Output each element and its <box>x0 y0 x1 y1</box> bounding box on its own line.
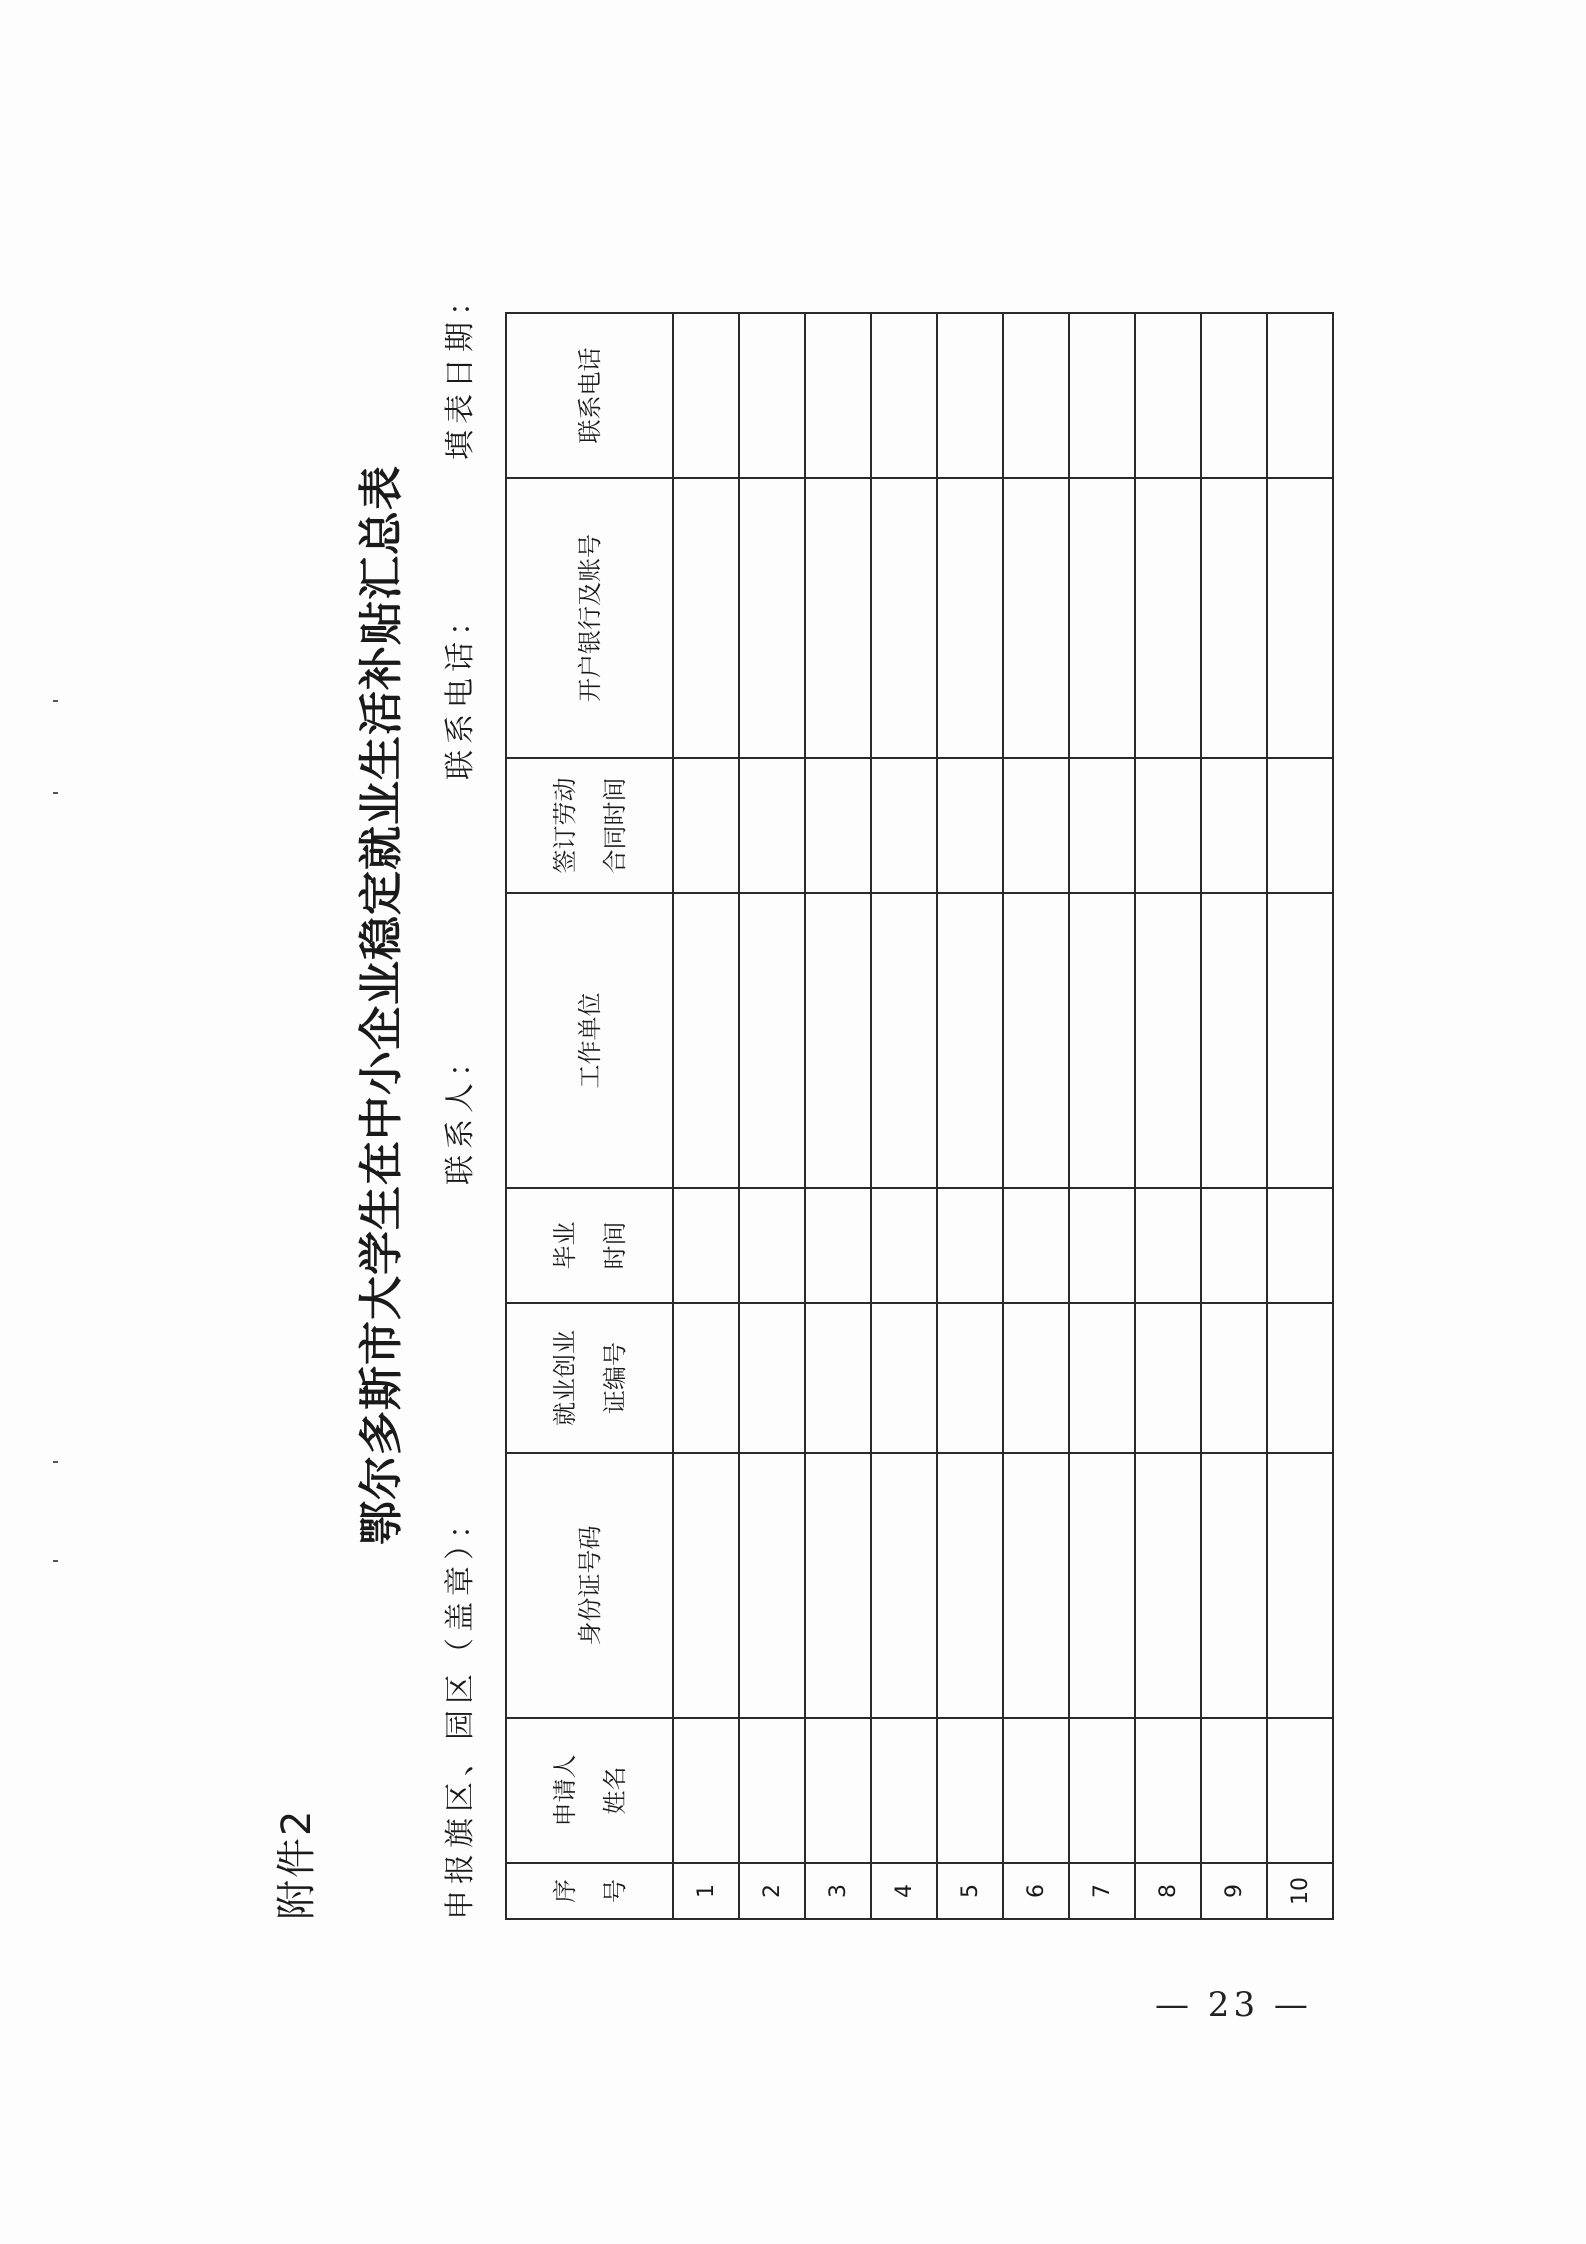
cell-unit[interactable] <box>937 893 1003 1188</box>
header-serial-number <box>506 1863 673 1919</box>
cell-phone[interactable] <box>805 313 871 478</box>
header-line: 开户银行及账号 <box>575 534 604 702</box>
cell-id[interactable] <box>805 1453 871 1718</box>
header-id-number <box>506 1453 673 1718</box>
cell-phone[interactable] <box>1003 313 1069 478</box>
cell-id[interactable] <box>937 1453 1003 1718</box>
header-employment-certificate <box>506 1303 673 1453</box>
cell-name[interactable] <box>1003 1718 1069 1863</box>
cell-id[interactable] <box>1135 1453 1201 1718</box>
row-number: 2 <box>739 1863 805 1919</box>
row-number: 1 <box>673 1863 739 1919</box>
row-number: 4 <box>871 1863 937 1919</box>
cell-cert[interactable] <box>739 1303 805 1453</box>
header-line: 序 <box>550 1879 579 1903</box>
header-phone <box>506 313 673 478</box>
cell-phone[interactable] <box>1267 313 1333 478</box>
cell-bank[interactable] <box>1069 478 1135 758</box>
cell-grad[interactable] <box>1069 1188 1135 1303</box>
cell-unit[interactable] <box>1003 893 1069 1188</box>
cell-name[interactable] <box>739 1718 805 1863</box>
cell-id[interactable] <box>673 1453 739 1718</box>
cell-name[interactable] <box>673 1718 739 1863</box>
cell-contract[interactable] <box>871 758 937 893</box>
cell-id[interactable] <box>1267 1453 1333 1718</box>
cell-bank[interactable] <box>1003 478 1069 758</box>
table-row <box>1069 313 1135 1919</box>
cell-phone[interactable] <box>937 313 1003 478</box>
cell-unit[interactable] <box>1201 893 1267 1188</box>
row-number: 3 <box>805 1863 871 1919</box>
cell-phone[interactable] <box>1135 313 1201 478</box>
cell-bank[interactable] <box>673 478 739 758</box>
cell-cert[interactable] <box>1069 1303 1135 1453</box>
fill-date-label: 填表日期： <box>443 280 478 460</box>
cell-cert[interactable] <box>805 1303 871 1453</box>
cell-unit[interactable] <box>1069 893 1135 1188</box>
header-line: 联系电话 <box>575 347 604 444</box>
cell-contract[interactable] <box>805 758 871 893</box>
row-number: 9 <box>1201 1863 1267 1919</box>
header-line: 合同时间 <box>600 777 629 874</box>
table-row <box>1267 313 1333 1919</box>
header-line: 毕业 <box>550 1221 579 1270</box>
cell-contract[interactable] <box>1267 758 1333 893</box>
table-row <box>1135 313 1201 1919</box>
cell-unit[interactable] <box>673 893 739 1188</box>
header-line: 证编号 <box>600 1342 629 1414</box>
cell-phone[interactable] <box>1201 313 1267 478</box>
cell-grad[interactable] <box>1003 1188 1069 1303</box>
header-line: 就业创业 <box>550 1330 579 1426</box>
cell-phone[interactable] <box>871 313 937 478</box>
cell-name[interactable] <box>1135 1718 1201 1863</box>
row-number: 7 <box>1069 1863 1135 1919</box>
cell-grad[interactable] <box>739 1188 805 1303</box>
cell-grad[interactable] <box>1135 1188 1201 1303</box>
rotated-form <box>220 280 1380 1990</box>
cell-grad[interactable] <box>937 1188 1003 1303</box>
cell-bank[interactable] <box>871 478 937 758</box>
row-number: 8 <box>1135 1863 1201 1919</box>
cell-id[interactable] <box>1069 1453 1135 1718</box>
cell-id[interactable] <box>739 1453 805 1718</box>
page-number: — 23 — <box>1155 1985 1312 2025</box>
cell-grad[interactable] <box>805 1188 871 1303</box>
header-line: 申请人 <box>550 1754 579 1827</box>
summary-table <box>505 312 1334 1920</box>
cell-name[interactable] <box>805 1718 871 1863</box>
binding-mark <box>53 1560 58 1562</box>
cell-grad[interactable] <box>673 1188 739 1303</box>
cell-phone[interactable] <box>673 313 739 478</box>
cell-unit[interactable] <box>871 893 937 1188</box>
cell-name[interactable] <box>1201 1718 1267 1863</box>
table-row <box>673 313 739 1919</box>
header-graduation-time <box>506 1188 673 1303</box>
cell-bank[interactable] <box>739 478 805 758</box>
header-line: 身份证号码 <box>575 1525 604 1646</box>
header-line: 号 <box>600 1879 629 1903</box>
district-field-label: 申报旗区、园区（盖章）： <box>443 1503 478 1920</box>
cell-unit[interactable] <box>1267 893 1333 1188</box>
cell-grad[interactable] <box>1201 1188 1267 1303</box>
cell-cert[interactable] <box>1003 1303 1069 1453</box>
table-row <box>937 313 1003 1919</box>
table-row <box>805 313 871 1919</box>
row-number: 10 <box>1267 1863 1333 1919</box>
cell-grad[interactable] <box>1267 1188 1333 1303</box>
cell-contract[interactable] <box>1135 758 1201 893</box>
cell-contract[interactable] <box>1069 758 1135 893</box>
cell-grad[interactable] <box>871 1188 937 1303</box>
cell-unit[interactable] <box>739 893 805 1188</box>
cell-bank[interactable] <box>805 478 871 758</box>
cell-contract[interactable] <box>937 758 1003 893</box>
cell-phone[interactable] <box>1069 313 1135 478</box>
cell-unit[interactable] <box>805 893 871 1188</box>
cell-name[interactable] <box>871 1718 937 1863</box>
binding-mark <box>53 700 58 702</box>
form-title: 鄂尔多斯市大学生在中小企业稳定就业生活补贴汇总表 <box>356 465 407 1545</box>
cell-contract[interactable] <box>739 758 805 893</box>
cell-id[interactable] <box>1201 1453 1267 1718</box>
cell-name[interactable] <box>1069 1718 1135 1863</box>
cell-phone[interactable] <box>739 313 805 478</box>
cell-unit[interactable] <box>1135 893 1201 1188</box>
header-line: 签订劳动 <box>550 777 579 874</box>
cell-cert[interactable] <box>871 1303 937 1453</box>
cell-cert[interactable] <box>1267 1303 1333 1453</box>
cell-bank[interactable] <box>1201 478 1267 758</box>
cell-id[interactable] <box>871 1453 937 1718</box>
header-line: 时间 <box>600 1221 629 1270</box>
table-header-row <box>506 313 673 1919</box>
row-number: 5 <box>937 1863 1003 1919</box>
binding-mark <box>53 1461 58 1463</box>
table-row <box>739 313 805 1919</box>
header-bank-account <box>506 478 673 758</box>
cell-bank[interactable] <box>1135 478 1201 758</box>
cell-cert[interactable] <box>673 1303 739 1453</box>
cell-contract[interactable] <box>1201 758 1267 893</box>
attachment-label: 附件2 <box>274 1808 320 1920</box>
header-employer <box>506 893 673 1188</box>
cell-id[interactable] <box>1003 1453 1069 1718</box>
table-row <box>871 313 937 1919</box>
header-contract-time <box>506 758 673 893</box>
cell-bank[interactable] <box>937 478 1003 758</box>
cell-contract[interactable] <box>1003 758 1069 893</box>
header-line: 工作单位 <box>575 992 604 1089</box>
contact-person-label: 联系人： <box>443 1041 478 1185</box>
cell-name[interactable] <box>937 1718 1003 1863</box>
cell-name[interactable] <box>1267 1718 1333 1863</box>
header-applicant-name <box>506 1718 673 1863</box>
cell-cert[interactable] <box>937 1303 1003 1453</box>
cell-cert[interactable] <box>1201 1303 1267 1453</box>
contact-phone-label: 联系电话： <box>443 600 478 780</box>
cell-contract[interactable] <box>673 758 739 893</box>
cell-cert[interactable] <box>1135 1303 1201 1453</box>
row-number: 6 <box>1003 1863 1069 1919</box>
cell-bank[interactable] <box>1267 478 1333 758</box>
binding-mark <box>53 792 58 794</box>
table-row <box>1201 313 1267 1919</box>
table-row <box>1003 313 1069 1919</box>
header-line: 姓名 <box>600 1766 629 1815</box>
